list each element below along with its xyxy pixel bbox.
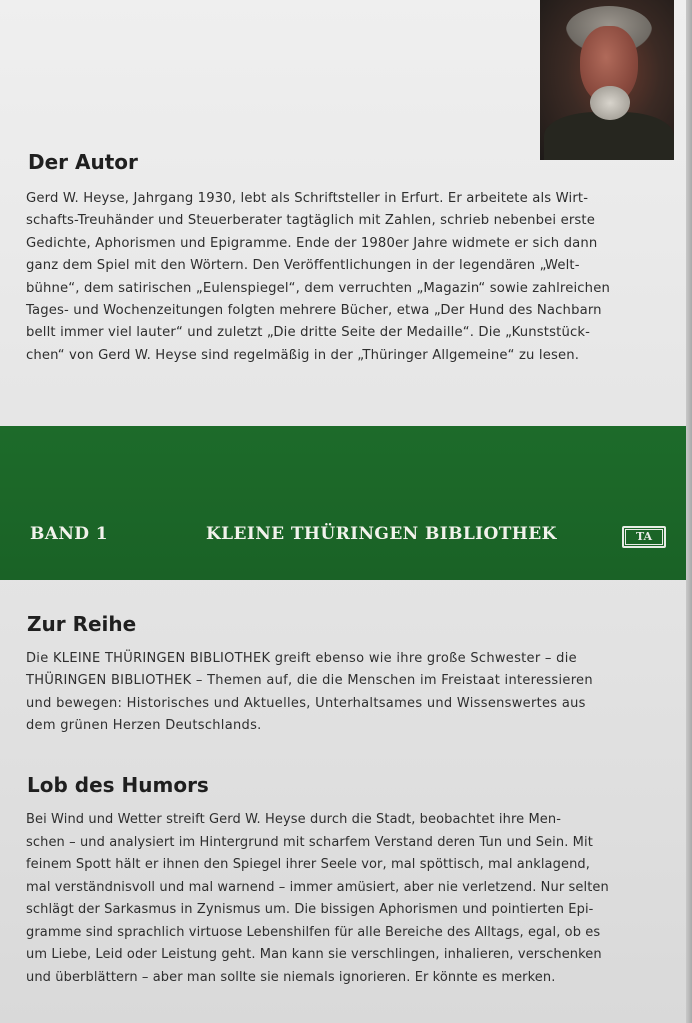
band-number: BAND 1: [30, 524, 108, 544]
humor-heading: Lob des Humors: [27, 773, 209, 797]
humor-description-line: mal verständnisvoll und mal warnend – immer amüsiert, aber nie verletzend. Nur selten: [26, 879, 609, 895]
author-bio: [26, 188, 676, 367]
humor-description-line: gramme sind sprachlich virtuose Lebenshilfen für alle Bereiche des Alltags, egal, ob es: [26, 924, 601, 940]
series-description-line: und bewegen: Historisches und Aktuelles, Unterhaltsames und Wissenswertes aus: [26, 695, 586, 711]
author-bio-line: Tages- und Wochenzeitungen folgten mehrere Bücher, etwa „Der Hund des Nachbarn: [26, 302, 602, 318]
photo-beard: [590, 86, 630, 120]
humor-description-line: Bei Wind und Wetter streift Gerd W. Heyse durch die Stadt, beobachtet ihre Men-: [26, 812, 561, 827]
author-bio-line: ganz dem Spiel mit den Wörtern. Den Veröffentlichungen in der legendären „Welt-: [26, 258, 580, 274]
humor-description-line: schen – und analysiert im Hintergrund mit scharfem Verstand deren Tun und Sein. Mit: [26, 834, 593, 850]
series-description-line: dem grünen Herzen Deutschlands.: [26, 718, 262, 734]
author-bio-line: Gerd W. Heyse, Jahrgang 1930, lebt als Schriftsteller in Erfurt. Er arbeitete als Wirt-: [26, 191, 589, 206]
humor-description-line: schlägt der Sarkasmus in Zynismus um. Die bissigen Aphorismen und pointierten Epi-: [26, 902, 594, 917]
series-heading: Zur Reihe: [27, 612, 137, 636]
series-title: KLEINE THÜRINGEN BIBLIOTHEK: [206, 524, 557, 544]
author-bio-line: Gedichte, Aphorismen und Epigramme. Ende der 1980er Jahre widmete er sich dann: [26, 235, 598, 251]
author-bio-line: bellt immer viel lauter“ und zuletzt „Die dritte Seite der Medaille“. Die „Kunststück-: [26, 325, 591, 341]
series-band: [0, 426, 690, 580]
author-bio-line: schafts-Treuhänder und Steuerberater tagtäglich mit Zahlen, schrieb nebenbei erste: [26, 213, 596, 229]
author-heading: Der Autor: [28, 150, 138, 174]
series-description-line: Die KLEINE THÜRINGEN BIBLIOTHEK greift ebenso wie ihre große Schwester – die: [26, 651, 577, 666]
author-bio-line: chen“ von Gerd W. Heyse sind regelmäßig in der „Thüringer Allgemeine“ zu lesen.: [26, 347, 580, 363]
author-bio-line: bühne“, dem satirischen „Eulenspiegel“, dem verruchten „Magazin“ sowie zahlreichen: [26, 280, 610, 296]
series-description-line: THÜRINGEN BIBLIOTHEK – Themen auf, die die Menschen im Freistaat interessieren: [26, 673, 593, 689]
ta-logo: [622, 526, 666, 548]
humor-description-line: um Liebe, Leid oder Leistung geht. Man kann sie verschlingen, inhalieren, verschenken: [26, 947, 602, 962]
humor-description-line: und überblättern – aber man sollte sie niemals ignorieren. Er könnte es merken.: [26, 969, 556, 985]
humor-description-line: feinem Spott hält er ihnen den Spiegel ihrer Seele vor, mal spöttisch, mal anklagend,: [26, 857, 590, 872]
author-photo: [540, 0, 674, 160]
ta-logo-text: TA: [625, 529, 663, 545]
humor-description: [26, 809, 676, 989]
series-description: [26, 648, 676, 738]
page-edge: [686, 0, 692, 1023]
